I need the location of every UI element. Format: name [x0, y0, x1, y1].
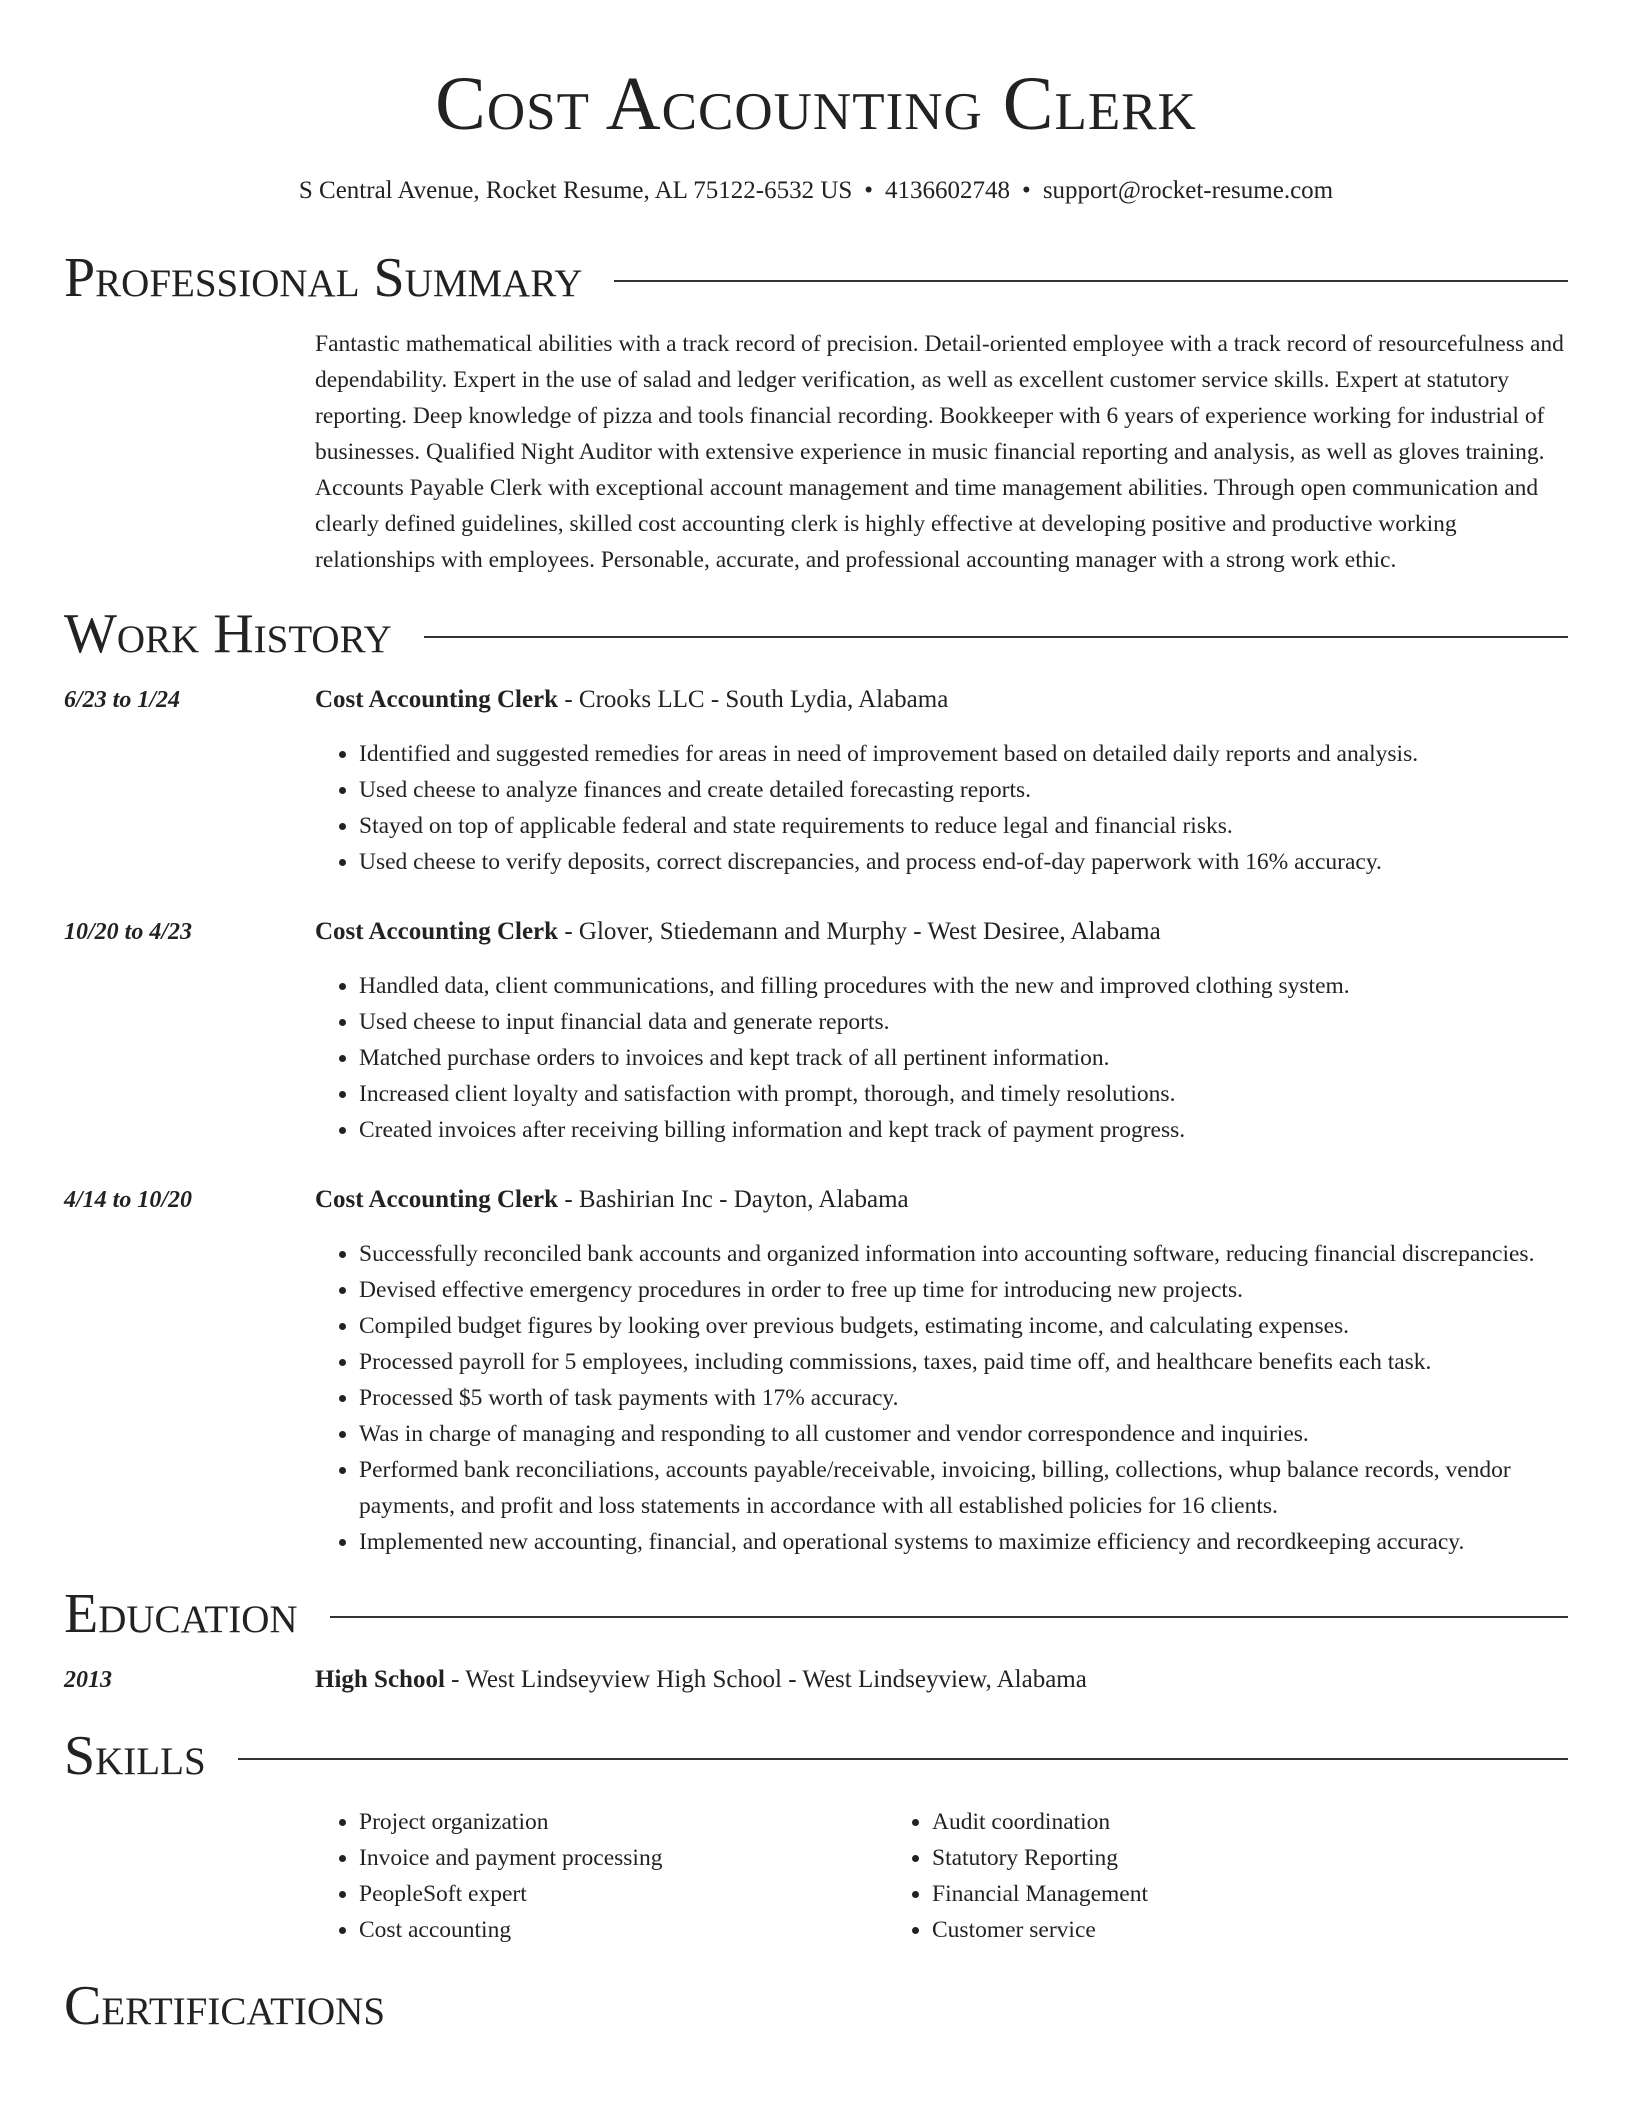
job-details: - Bashirian Inc - Dayton, Alabama: [558, 1186, 909, 1213]
skill-item: • Project organization: [359, 1804, 888, 1840]
contact-line: [64, 176, 1568, 206]
list-item: • Processed $5 worth of task payments with 17% accuracy.: [359, 1380, 1568, 1416]
job-dates: 10/20 to 4/23: [64, 919, 193, 945]
list-item: • Used cheese to analyze finances and create detailed forecasting reports.: [359, 772, 1568, 808]
skill-item: • Financial Management: [932, 1876, 1461, 1912]
list-item: • Was in charge of managing and responding to all customer and vendor correspondence and inquiries.: [359, 1416, 1568, 1452]
section-divider: [424, 636, 1568, 638]
job-title-line: [315, 1182, 1568, 1218]
job-body: [315, 682, 1568, 880]
section-divider: [614, 280, 1568, 282]
skills-column-right: [888, 1804, 1461, 1948]
skill-item: • Customer service: [932, 1912, 1461, 1948]
job-bullets: [315, 1236, 1568, 1560]
list-item: • Compiled budget figures by looking over previous budgets, estimating income, and calculating expenses.: [359, 1308, 1568, 1344]
education-year: 2013: [64, 1667, 112, 1693]
list-item: • Handled data, client communications, and filling procedures with the new and improved clothing system.: [359, 968, 1568, 1004]
contact-separator: •: [1022, 177, 1031, 204]
list-item: • Used cheese to input financial data and generate reports.: [359, 1004, 1568, 1040]
education-body: [315, 1662, 1568, 1698]
job-bullets: [315, 968, 1568, 1148]
list-item: • Used cheese to verify deposits, correct discrepancies, and process end-of-day paperwork with 16% accuracy.: [359, 844, 1568, 880]
list-item: • Created invoices after receiving billing information and kept track of payment progress.: [359, 1112, 1568, 1148]
list-item: • Increased client loyalty and satisfaction with prompt, thorough, and timely resolutions.: [359, 1076, 1568, 1112]
skill-item: • Cost accounting: [359, 1912, 888, 1948]
list-item: • Processed payroll for 5 employees, including commissions, taxes, paid time off, and healthcare benefits each task.: [359, 1344, 1568, 1380]
job-entry: [64, 682, 1568, 880]
work-section-header: [64, 603, 1568, 665]
skill-item: • Statutory Reporting: [932, 1840, 1461, 1876]
education-section-header: [64, 1583, 1568, 1645]
summary-section-title: Professional Summary: [64, 247, 583, 309]
job-entry: [64, 1182, 1568, 1560]
summary-text: Fantastic mathematical abilities with a track record of precision. Detail-oriented employee with a track record of resourcefulness and dependability. Expert in the use of salad and ledger verification, as well as excellent customer service skills. Expert at statutory reporting. Deep knowledge of pizza and tools financial recording. Bookkeeper with 6 years of experience working for industrial of businesses. Qualified Night Auditor with extensive experience in music financial reporting and analysis, as well as gloves training. Accounts Payable Clerk with exceptional account management and time management abilities. Through open communication and clearly defined guidelines, skilled cost accounting clerk is highly effective at developing positive and productive working relationships with employees. Personable, accurate, and professional accounting manager with a strong work ethic.: [315, 331, 1564, 573]
education-section-title: Education: [64, 1583, 298, 1645]
contact-address: S Central Avenue, Rocket Resume, AL 75122-6532 US: [298, 177, 853, 204]
job-entry: [64, 914, 1568, 1148]
job-dates: 4/14 to 10/20: [64, 1187, 193, 1213]
list-item: • Performed bank reconciliations, accounts payable/receivable, invoicing, billing, collections, whup balance records, vendor payments, and profit and loss statements in accordance with all established policies for 16 clients.: [359, 1452, 1568, 1524]
skill-item: • Invoice and payment processing: [359, 1840, 888, 1876]
job-title-line: [315, 914, 1568, 950]
skills-section-title: Skills: [64, 1725, 206, 1787]
section-divider: [330, 1616, 1568, 1618]
contact-phone: 4136602748: [885, 177, 1011, 204]
job-details: - Glover, Stiedemann and Murphy - West Desiree, Alabama: [558, 918, 1161, 945]
skills-section-header: [64, 1725, 1568, 1787]
job-role: Cost Accounting Clerk: [315, 1186, 559, 1213]
resume-name: Cost Accounting Clerk: [435, 62, 1197, 146]
section-divider: [238, 1758, 1568, 1760]
contact-separator: •: [864, 177, 874, 204]
job-body: [315, 1182, 1568, 1560]
list-item: • Successfully reconciled bank accounts and organized information into accounting software, reducing financial discrepancies.: [359, 1236, 1568, 1272]
job-bullets: [315, 736, 1568, 880]
certifications-section-title: Certifications: [64, 1975, 386, 2037]
education-line: [315, 1662, 1568, 1698]
list-item: • Devised effective emergency procedures in order to free up time for introducing new projects.: [359, 1272, 1568, 1308]
skills-column-left: [315, 1804, 888, 1948]
contact-email: support@rocket-resume.com: [1042, 177, 1334, 204]
education-entry: [64, 1662, 1568, 1698]
job-details: - Crooks LLC - South Lydia, Alabama: [558, 686, 949, 713]
list-item: • Identified and suggested remedies for areas in need of improvement based on detailed daily reports and analysis.: [359, 736, 1568, 772]
education-details: - West Lindseyview High School - West Lindseyview, Alabama: [444, 1666, 1087, 1693]
job-role: Cost Accounting Clerk: [315, 686, 559, 713]
list-item: • Matched purchase orders to invoices and kept track of all pertinent information.: [359, 1040, 1568, 1076]
list-item: • Stayed on top of applicable federal and state requirements to reduce legal and financial risks.: [359, 808, 1568, 844]
summary-section-header: [64, 247, 1568, 309]
job-title-line: [315, 682, 1568, 718]
list-item: • Implemented new accounting, financial, and operational systems to maximize efficiency and recordkeeping accuracy.: [359, 1524, 1568, 1560]
skill-item: • PeopleSoft expert: [359, 1876, 888, 1912]
skill-item: • Audit coordination: [932, 1804, 1461, 1840]
job-dates: 6/23 to 1/24: [64, 687, 181, 713]
job-role: Cost Accounting Clerk: [315, 918, 559, 945]
work-section-title: Work History: [64, 603, 392, 665]
education-degree: High School: [315, 1666, 445, 1693]
job-body: [315, 914, 1568, 1148]
skills-grid: [315, 1804, 1568, 1948]
certifications-section-header: [64, 1975, 1568, 2037]
